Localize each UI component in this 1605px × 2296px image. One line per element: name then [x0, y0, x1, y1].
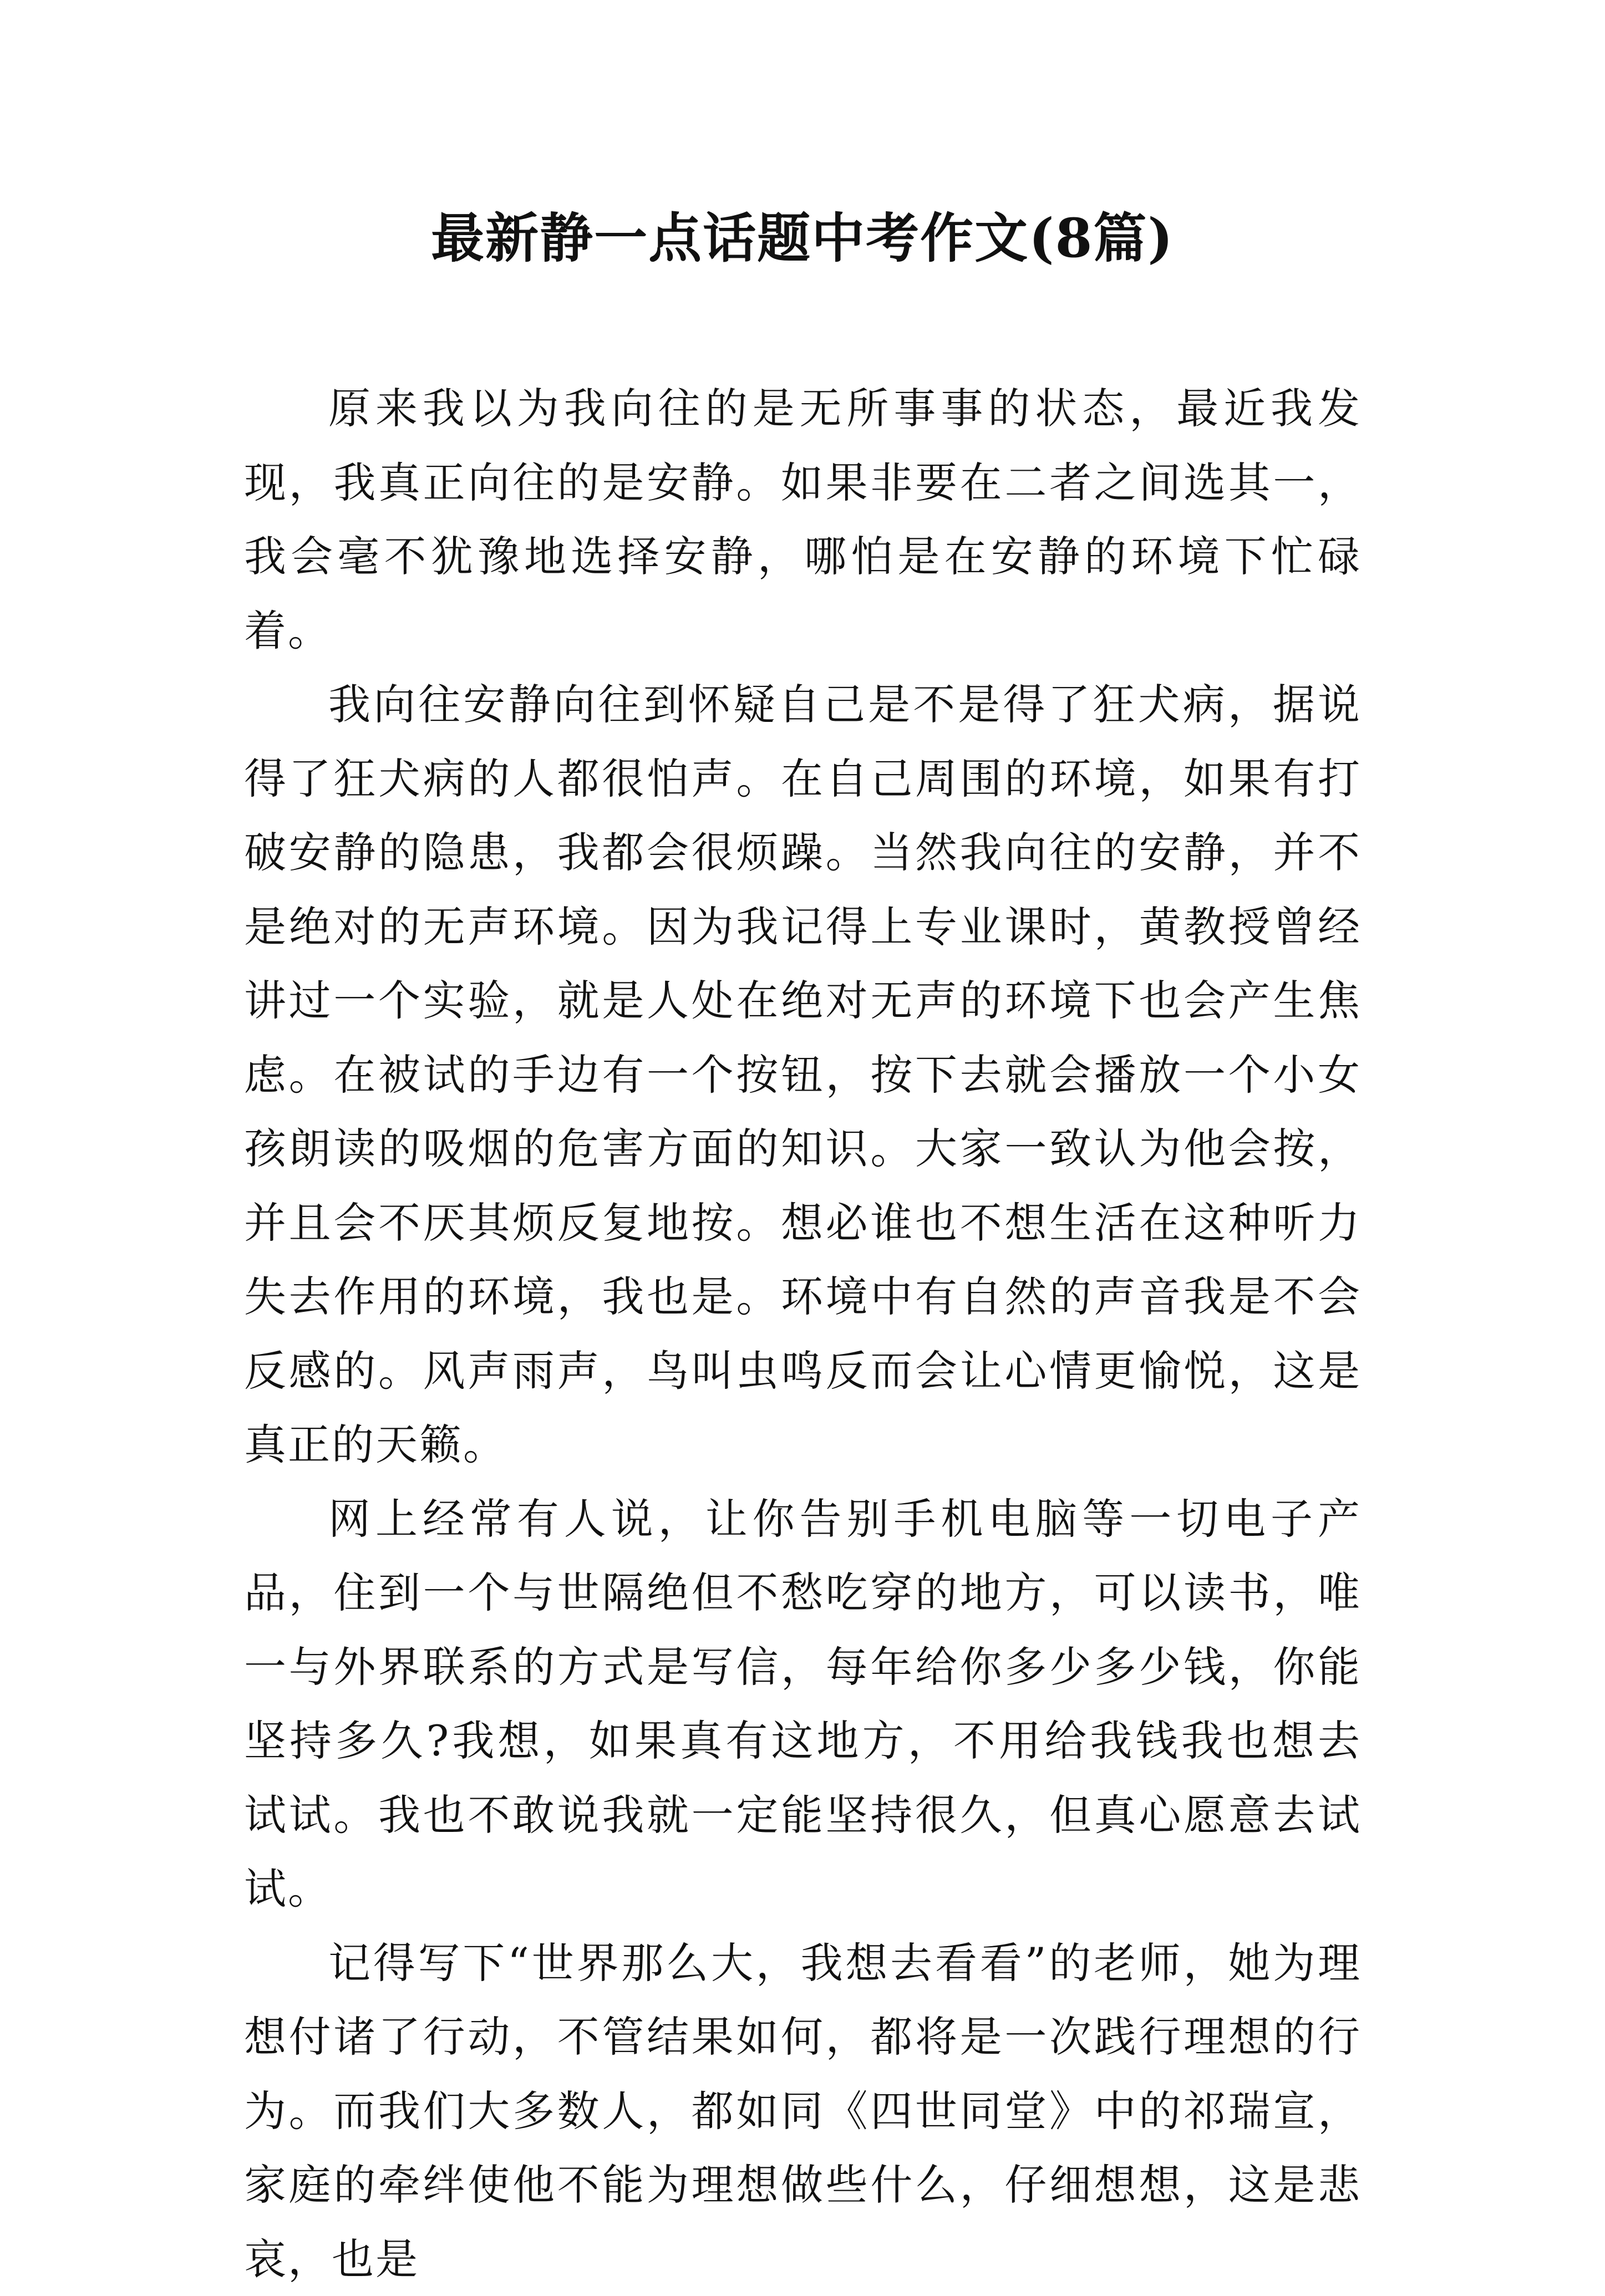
- paragraph: 网上经常有人说，让你告别手机电脑等一切电子产品，住到一个与世隔绝但不愁吃穿的地方，可以读书，唯一与外界联系的方式是写信，每年给你多少多少钱，你能坚持多久?我想，如果真有这地方，不用给我钱我也想去试试。我也不敢说我就一定能坚持很久，但真心愿意去试试。: [244, 1482, 1362, 1926]
- document-body: [244, 371, 1362, 2296]
- paragraph: 记得写下“世界那么大，我想去看看”的老师，她为理想付诸了行动，不管结果如何，都将是一次践行理想的行为。而我们大多数人，都如同《四世同堂》中的祁瑞宣，家庭的牵绊使他不能为理想做些什么，仔细想想，这是悲哀，也是: [244, 1926, 1362, 2296]
- document-title: 最新静一点话题中考作文(8篇): [0, 205, 1605, 272]
- paragraph: 我向往安静向往到怀疑自己是不是得了狂犬病，据说得了狂犬病的人都很怕声。在自己周围的环境，如果有打破安静的隐患，我都会很烦躁。当然我向往的安静，并不是绝对的无声环境。因为我记得上专业课时，黄教授曾经讲过一个实验，就是人处在绝对无声的环境下也会产生焦虑。在被试的手边有一个按钮，按下去就会播放一个小女孩朗读的吸烟的危害方面的知识。大家一致认为他会按，并且会不厌其烦反复地按。想必谁也不想生活在这种听力失去作用的环境，我也是。环境中有自然的声音我是不会反感的。风声雨声，鸟叫虫鸣反而会让心情更愉悦，这是真正的天籁。: [244, 668, 1362, 1482]
- paragraph: 原来我以为我向往的是无所事事的状态，最近我发现，我真正向往的是安静。如果非要在二者之间选其一，我会毫不犹豫地选择安静，哪怕是在安静的环境下忙碌着。: [244, 371, 1362, 668]
